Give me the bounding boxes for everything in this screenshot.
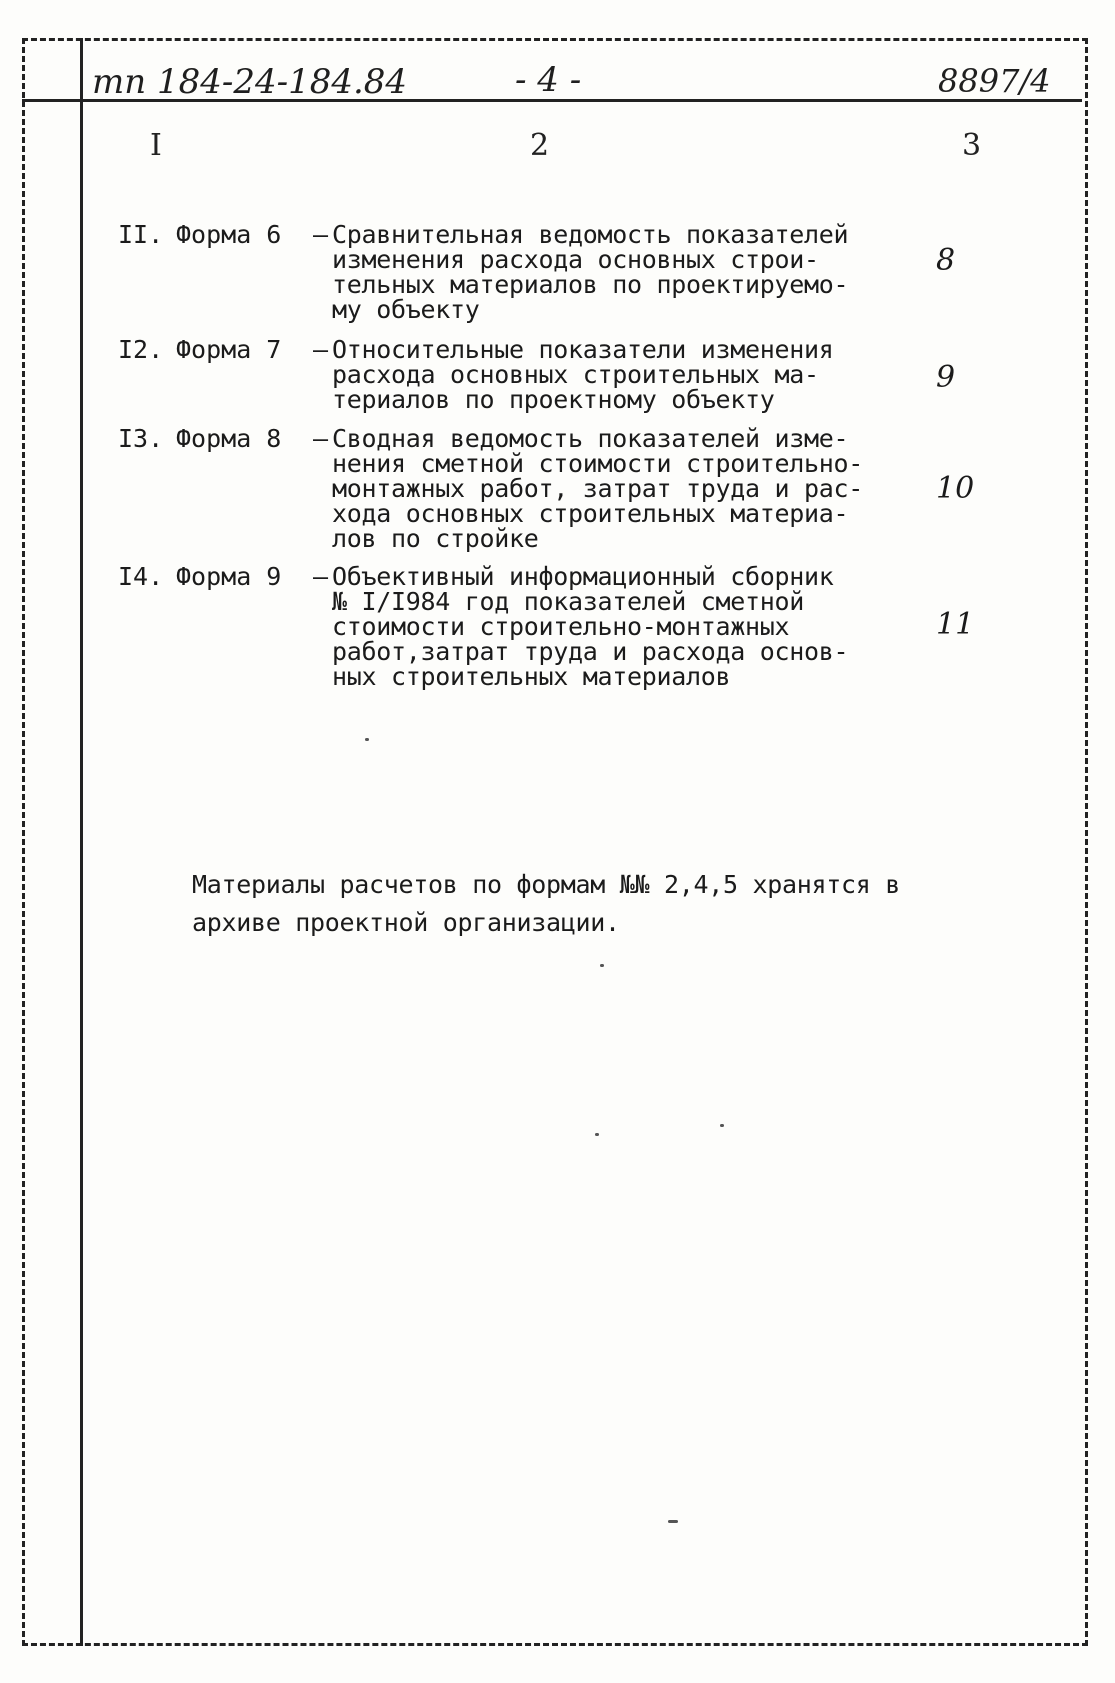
- document-code: тп 184-24-184.84: [92, 62, 408, 102]
- item-description: Сравнительная ведомость показателей изменения расхода основных строи- тельных материалов по проектируемо- му объекту: [332, 220, 849, 324]
- column-number-1: I: [150, 128, 162, 163]
- scan-speck: [365, 738, 369, 741]
- item-description: Относительные показатели изменения расхода основных строительных ма- териалов по проектному объекту: [332, 335, 834, 414]
- item-description: Сводная ведомость показателей изме- нения сметной стоимости строительно- монтажных работ, затрат труда и рас- хода основных строительных материа- лов по стройке: [332, 424, 864, 553]
- item-dash: –: [313, 424, 329, 453]
- column-number-2: 2: [530, 128, 550, 163]
- item-page: 11: [936, 607, 975, 642]
- item-number: I4.: [118, 562, 164, 591]
- item-form: Форма 6: [176, 220, 282, 249]
- item-form: Форма 7: [176, 335, 282, 364]
- item-page: 10: [936, 471, 975, 506]
- item-page: 9: [936, 360, 956, 395]
- item-dash: –: [313, 335, 329, 364]
- scan-speck: [668, 1520, 678, 1523]
- scan-speck: [600, 964, 604, 967]
- item-number: I3.: [118, 424, 164, 453]
- item-description: Объективный информационный сборник № I/I984 год показателей сметной стоимости строительно-монтажных работ,затрат труда и расхода основ- ных строительных материалов: [332, 562, 849, 691]
- scan-speck: [720, 1124, 724, 1127]
- item-number: II.: [118, 220, 164, 249]
- item-page: 8: [936, 243, 956, 278]
- item-dash: –: [313, 562, 329, 591]
- item-dash: –: [313, 220, 329, 249]
- column-number-3: 3: [962, 128, 982, 163]
- frame-margin-line: [80, 38, 83, 1646]
- sheet-number: 8897/4: [938, 62, 1051, 100]
- item-form: Форма 9: [176, 562, 282, 591]
- page-number: - 4 -: [515, 60, 582, 100]
- archive-note: Материалы расчетов по формам №№ 2,4,5 хранятся в архиве проектной организации.: [192, 870, 901, 937]
- item-number: I2.: [118, 335, 164, 364]
- item-form: Форма 8: [176, 424, 282, 453]
- scan-speck: [595, 1133, 599, 1136]
